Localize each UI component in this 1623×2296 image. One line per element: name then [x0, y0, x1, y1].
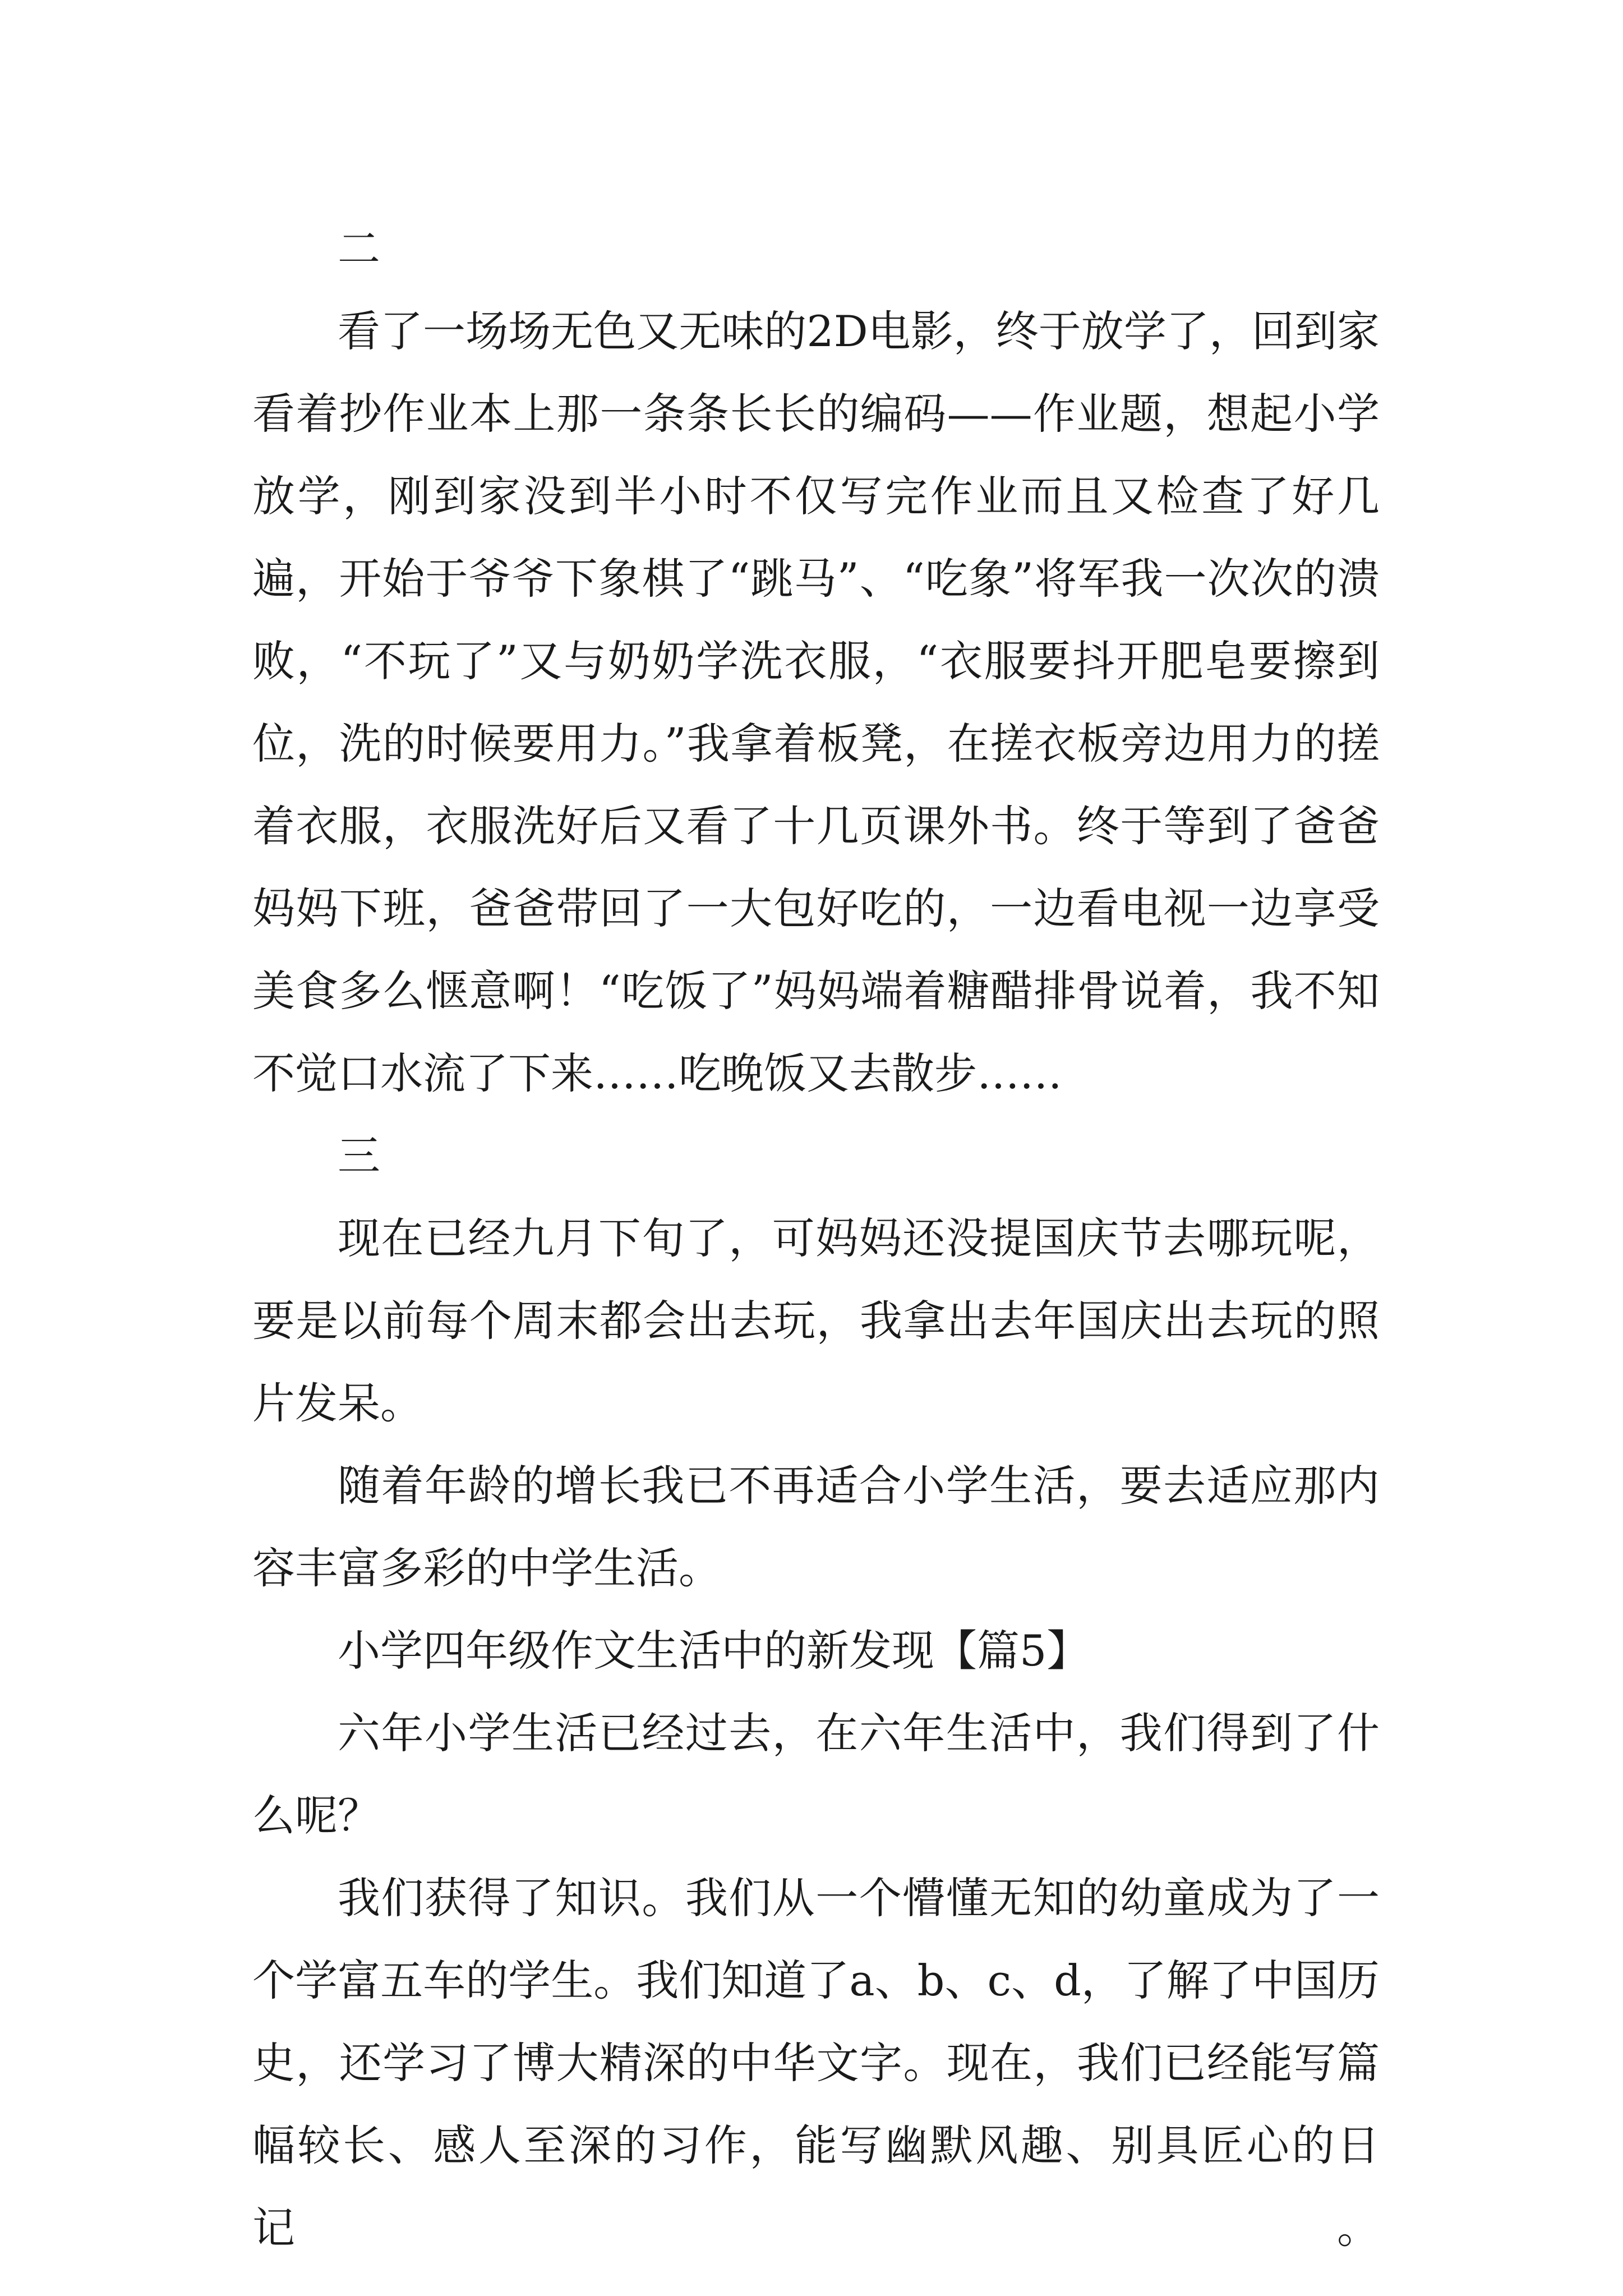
paragraph-national-day: 现在已经九月下旬了，可妈妈还没提国庆节去哪玩呢，要是以前每个周末都会出去玩，我拿出去年国庆出去玩的照片发呆。	[252, 1213, 1380, 1428]
document-body	[252, 208, 1380, 2269]
paragraph-growing-up: 随着年龄的增长我已不再适合小学生活，要去适应那内容丰富多彩的中学生活。	[252, 1461, 1380, 1593]
paragraph-knowledge: 我们获得了知识。我们从一个懵懂无知的幼童成为了一个学富五车的学生。我们知道了a、b、c、d，了解了中国历史，还学习了博大精深的中华文字。现在，我们已经能写篇幅较长、感人至深的习作，能写幽默风趣、别具匠心的日记。	[252, 1873, 1380, 2253]
paragraph-after-school: 看了一场场无色又无味的2D电影，终于放学了，回到家看着抄作业本上那一条条长长的编码——作业题，想起小学放学，刚到家没到半小时不仅写完作业而且又检查了好几遍，开始于爷爷下象棋了“跳马”、“吃象”将军我一次次的溃败，“不玩了”又与奶奶学洗衣服，“衣服要抖开肥皂要擦到位，洗的时候要用力。”我拿着板凳，在搓衣板旁边用力的搓着衣服，衣服洗好后又看了十几页课外书。终于等到了爸爸妈妈下班，爸爸带回了一大包好吃的，一边看电视一边享受美食多么惬意啊！“吃饭了”妈妈端着糖醋排骨说着，我不知不觉口水流了下来……吃晚饭又去散步……	[252, 306, 1380, 1098]
section-heading-2: 二	[338, 224, 380, 274]
paragraph-six-years: 六年小学生活已经过去，在六年生活中，我们得到了什么呢？	[252, 1708, 1380, 1841]
section-heading-3: 三	[338, 1131, 380, 1181]
article-title-part-5: 小学四年级作文生活中的新发现【篇5】	[338, 1626, 1090, 1676]
